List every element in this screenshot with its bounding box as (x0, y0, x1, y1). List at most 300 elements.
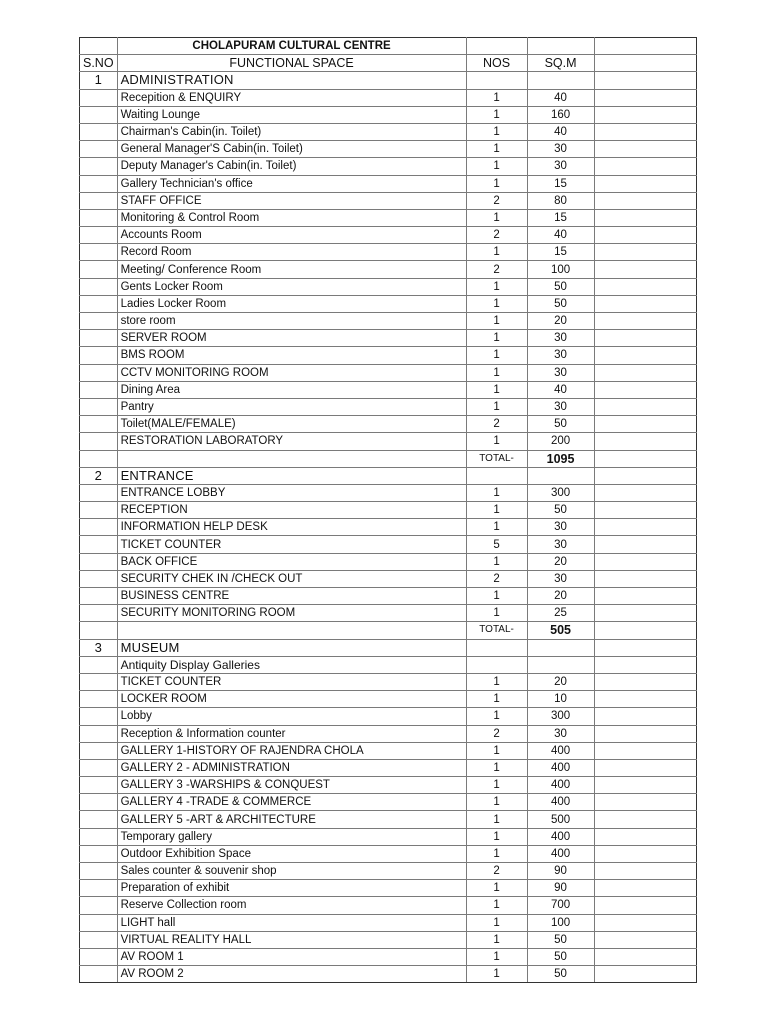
table-row (80, 502, 697, 519)
sqm-value: 30 (527, 398, 594, 415)
cell (594, 845, 696, 862)
cell (594, 381, 696, 398)
table-row (80, 794, 697, 811)
cell (594, 639, 696, 656)
cell (80, 261, 118, 278)
sqm-value: 90 (527, 863, 594, 880)
cell (80, 673, 118, 690)
sqm-value: 50 (527, 948, 594, 965)
sqm-value: 160 (527, 106, 594, 123)
functional-space-name: GALLERY 3 -WARSHIPS & CONQUEST (117, 777, 466, 794)
table-row (80, 227, 697, 244)
functional-space-name: Toilet(MALE/FEMALE) (117, 416, 466, 433)
cell (527, 467, 594, 484)
table-row (80, 931, 697, 948)
nos-value: 1 (466, 175, 527, 192)
functional-space-name: CCTV MONITORING ROOM (117, 364, 466, 381)
table-row (80, 278, 697, 295)
sqm-value: 25 (527, 605, 594, 622)
cell (594, 863, 696, 880)
table-row (80, 570, 697, 587)
nos-value: 2 (466, 725, 527, 742)
cell (80, 777, 118, 794)
title-row (80, 38, 697, 55)
total-row (80, 622, 697, 639)
cell (80, 313, 118, 330)
functional-space-name: Gallery Technician's office (117, 175, 466, 192)
table-row (80, 828, 697, 845)
table-row (80, 313, 697, 330)
cell (594, 828, 696, 845)
cell (80, 158, 118, 175)
cell (80, 450, 118, 467)
functional-space-name: Gents Locker Room (117, 278, 466, 295)
functional-space-name: Reception & Information counter (117, 725, 466, 742)
cell (594, 227, 696, 244)
cell (594, 123, 696, 140)
sqm-value: 40 (527, 227, 594, 244)
cell (594, 708, 696, 725)
section-row (80, 467, 697, 484)
cell (80, 347, 118, 364)
table-row (80, 691, 697, 708)
sqm-value: 50 (527, 502, 594, 519)
cell (80, 880, 118, 897)
nos-value: 2 (466, 192, 527, 209)
table-row (80, 897, 697, 914)
sqm-value: 100 (527, 261, 594, 278)
cell (594, 948, 696, 965)
functional-space-name: LIGHT hall (117, 914, 466, 931)
cell (594, 433, 696, 450)
sqm-value: 300 (527, 708, 594, 725)
table-row (80, 295, 697, 312)
functional-space-name: AV ROOM 2 (117, 966, 466, 983)
total-value: 505 (527, 622, 594, 639)
header-sqm: SQ.M (527, 55, 594, 72)
nos-value: 1 (466, 742, 527, 759)
nos-value: 1 (466, 158, 527, 175)
cell (594, 278, 696, 295)
cell (594, 72, 696, 89)
table-row (80, 416, 697, 433)
sqm-value: 40 (527, 123, 594, 140)
functional-space-name: BUSINESS CENTRE (117, 588, 466, 605)
table-row (80, 433, 697, 450)
functional-space-name: INFORMATION HELP DESK (117, 519, 466, 536)
sqm-value: 200 (527, 433, 594, 450)
nos-value: 2 (466, 227, 527, 244)
table-row (80, 364, 697, 381)
sqm-value: 50 (527, 931, 594, 948)
nos-value: 1 (466, 691, 527, 708)
functional-space-name: store room (117, 313, 466, 330)
section-name: ENTRANCE (117, 467, 466, 484)
table-row (80, 966, 697, 983)
table-row (80, 914, 697, 931)
cell (117, 622, 466, 639)
functional-space-name: Accounts Room (117, 227, 466, 244)
functional-space-name: Dining Area (117, 381, 466, 398)
table-row (80, 381, 697, 398)
sqm-value: 50 (527, 295, 594, 312)
cell (594, 89, 696, 106)
cell (594, 175, 696, 192)
cell (594, 330, 696, 347)
cell (527, 639, 594, 656)
table-row (80, 158, 697, 175)
cell (594, 794, 696, 811)
table-row (80, 948, 697, 965)
cell (594, 691, 696, 708)
cell (80, 433, 118, 450)
table-row (80, 175, 697, 192)
cell (80, 381, 118, 398)
sqm-value: 400 (527, 828, 594, 845)
cell (80, 966, 118, 983)
header-functional-space: FUNCTIONAL SPACE (117, 55, 466, 72)
nos-value: 1 (466, 948, 527, 965)
sqm-value: 40 (527, 381, 594, 398)
functional-space-name: GALLERY 1-HISTORY OF RAJENDRA CHOLA (117, 742, 466, 759)
nos-value: 1 (466, 433, 527, 450)
sqm-value: 400 (527, 845, 594, 862)
table-row (80, 398, 697, 415)
sqm-value: 20 (527, 313, 594, 330)
nos-value: 1 (466, 931, 527, 948)
table-row (80, 863, 697, 880)
cell (594, 398, 696, 415)
sqm-value: 30 (527, 158, 594, 175)
sqm-value: 10 (527, 691, 594, 708)
sqm-value: 40 (527, 89, 594, 106)
functional-space-name: Lobby (117, 708, 466, 725)
nos-value: 1 (466, 553, 527, 570)
nos-value: 1 (466, 880, 527, 897)
cell (527, 656, 594, 673)
header-nos: NOS (466, 55, 527, 72)
sqm-value: 80 (527, 192, 594, 209)
cell (80, 244, 118, 261)
table-row (80, 261, 697, 278)
nos-value: 2 (466, 261, 527, 278)
table-row (80, 536, 697, 553)
sqm-value: 500 (527, 811, 594, 828)
sqm-value: 50 (527, 416, 594, 433)
section-number: 1 (80, 72, 118, 89)
section-subheading: Antiquity Display Galleries (117, 656, 466, 673)
nos-value: 1 (466, 845, 527, 862)
nos-value: 1 (466, 914, 527, 931)
nos-value: 1 (466, 364, 527, 381)
sqm-value: 400 (527, 794, 594, 811)
cell (80, 364, 118, 381)
cell (466, 72, 527, 89)
sqm-value: 30 (527, 364, 594, 381)
functional-space-name: Pantry (117, 398, 466, 415)
functional-space-name: TICKET COUNTER (117, 673, 466, 690)
cell (80, 622, 118, 639)
nos-value: 1 (466, 330, 527, 347)
nos-value: 1 (466, 381, 527, 398)
cell (80, 656, 118, 673)
sqm-value: 15 (527, 209, 594, 226)
cell (466, 656, 527, 673)
nos-value: 1 (466, 897, 527, 914)
sheet-title: CHOLAPURAM CULTURAL CENTRE (117, 38, 466, 55)
table-row (80, 588, 697, 605)
cell (80, 691, 118, 708)
functional-space-name: Monitoring & Control Room (117, 209, 466, 226)
cell (594, 141, 696, 158)
table-row (80, 708, 697, 725)
sqm-value: 30 (527, 347, 594, 364)
functional-space-name: ENTRANCE LOBBY (117, 484, 466, 501)
cell (594, 914, 696, 931)
functional-space-name: Meeting/ Conference Room (117, 261, 466, 278)
functional-space-name: VIRTUAL REALITY HALL (117, 931, 466, 948)
table-row (80, 725, 697, 742)
section-row (80, 72, 697, 89)
cell (80, 742, 118, 759)
section-row (80, 639, 697, 656)
sqm-value: 300 (527, 484, 594, 501)
nos-value: 1 (466, 347, 527, 364)
total-label: TOTAL- (466, 622, 527, 639)
functional-space-name: GALLERY 2 - ADMINISTRATION (117, 759, 466, 776)
cell (594, 588, 696, 605)
cell (594, 759, 696, 776)
nos-value: 1 (466, 209, 527, 226)
cell (594, 244, 696, 261)
cell (594, 261, 696, 278)
total-row (80, 450, 697, 467)
cell (80, 794, 118, 811)
cell (80, 192, 118, 209)
cell (594, 347, 696, 364)
cell (594, 966, 696, 983)
sqm-value: 400 (527, 777, 594, 794)
table-row (80, 742, 697, 759)
nos-value: 1 (466, 123, 527, 140)
cell (594, 656, 696, 673)
cell (80, 106, 118, 123)
table-row (80, 759, 697, 776)
table-row (80, 244, 697, 261)
cell (527, 38, 594, 55)
functional-space-name: BMS ROOM (117, 347, 466, 364)
cell (80, 484, 118, 501)
cell (80, 519, 118, 536)
sqm-value: 90 (527, 880, 594, 897)
functional-space-name: TICKET COUNTER (117, 536, 466, 553)
table-row (80, 811, 697, 828)
nos-value: 1 (466, 794, 527, 811)
table-row (80, 880, 697, 897)
cell (594, 519, 696, 536)
total-label: TOTAL- (466, 450, 527, 467)
nos-value: 5 (466, 536, 527, 553)
functional-space-name: RECEPTION (117, 502, 466, 519)
sqm-value: 400 (527, 759, 594, 776)
table-row (80, 605, 697, 622)
table-row (80, 553, 697, 570)
sqm-value: 30 (527, 519, 594, 536)
total-value: 1095 (527, 450, 594, 467)
cell (594, 192, 696, 209)
cell (594, 880, 696, 897)
cell (594, 55, 696, 72)
cell (80, 295, 118, 312)
table-row (80, 192, 697, 209)
cell (594, 897, 696, 914)
sqm-value: 15 (527, 244, 594, 261)
functional-space-name: SECURITY MONITORING ROOM (117, 605, 466, 622)
functional-space-name: Sales counter & souvenir shop (117, 863, 466, 880)
functional-space-name: BACK OFFICE (117, 553, 466, 570)
functional-space-name: RESTORATION LABORATORY (117, 433, 466, 450)
sqm-value: 30 (527, 570, 594, 587)
cell (80, 502, 118, 519)
cell (466, 38, 527, 55)
cell (594, 295, 696, 312)
nos-value: 1 (466, 759, 527, 776)
cell (594, 777, 696, 794)
cell (80, 725, 118, 742)
nos-value: 1 (466, 141, 527, 158)
functional-space-name: SECURITY CHEK IN /CHECK OUT (117, 570, 466, 587)
table-row (80, 519, 697, 536)
table-row (80, 89, 697, 106)
nos-value: 1 (466, 106, 527, 123)
functional-space-name: Chairman's Cabin(in. Toilet) (117, 123, 466, 140)
cell (80, 811, 118, 828)
sqm-value: 15 (527, 175, 594, 192)
cell (594, 364, 696, 381)
cell (80, 141, 118, 158)
subheading-row (80, 656, 697, 673)
nos-value: 1 (466, 519, 527, 536)
cell (80, 759, 118, 776)
functional-space-name: STAFF OFFICE (117, 192, 466, 209)
table-body (80, 38, 697, 983)
nos-value: 1 (466, 502, 527, 519)
cell (594, 931, 696, 948)
functional-space-name: LOCKER ROOM (117, 691, 466, 708)
nos-value: 1 (466, 605, 527, 622)
cell (117, 450, 466, 467)
functional-space-name: Outdoor Exhibition Space (117, 845, 466, 862)
nos-value: 1 (466, 828, 527, 845)
cell (80, 38, 118, 55)
functional-space-name: GALLERY 4 -TRADE & COMMERCE (117, 794, 466, 811)
functional-space-name: General Manager'S Cabin(in. Toilet) (117, 141, 466, 158)
cell (594, 553, 696, 570)
cell (80, 553, 118, 570)
sqm-value: 50 (527, 966, 594, 983)
cell (80, 897, 118, 914)
nos-value: 1 (466, 673, 527, 690)
nos-value: 1 (466, 398, 527, 415)
nos-value: 1 (466, 588, 527, 605)
cell (80, 570, 118, 587)
cell (594, 313, 696, 330)
section-name: MUSEUM (117, 639, 466, 656)
cell (594, 416, 696, 433)
cell (594, 450, 696, 467)
table-row (80, 123, 697, 140)
cell (80, 708, 118, 725)
functional-space-name: Preparation of exhibit (117, 880, 466, 897)
table-row (80, 141, 697, 158)
cell (594, 811, 696, 828)
cell (594, 38, 696, 55)
functional-space-name: SERVER ROOM (117, 330, 466, 347)
cell (80, 227, 118, 244)
functional-space-name: Deputy Manager's Cabin(in. Toilet) (117, 158, 466, 175)
cell (80, 588, 118, 605)
cell (80, 914, 118, 931)
nos-value: 1 (466, 777, 527, 794)
nos-value: 2 (466, 416, 527, 433)
nos-value: 1 (466, 244, 527, 261)
sqm-value: 20 (527, 553, 594, 570)
cell (80, 123, 118, 140)
header-sno: S.NO (80, 55, 118, 72)
table-row (80, 845, 697, 862)
nos-value: 2 (466, 570, 527, 587)
functional-space-name: Ladies Locker Room (117, 295, 466, 312)
table-row (80, 673, 697, 690)
functional-space-name: AV ROOM 1 (117, 948, 466, 965)
cell (80, 845, 118, 862)
sqm-value: 30 (527, 141, 594, 158)
cell (594, 742, 696, 759)
nos-value: 1 (466, 708, 527, 725)
nos-value: 1 (466, 295, 527, 312)
cell (594, 536, 696, 553)
cell (80, 330, 118, 347)
nos-value: 2 (466, 863, 527, 880)
nos-value: 1 (466, 313, 527, 330)
cell (594, 725, 696, 742)
functional-space-name: Waiting Lounge (117, 106, 466, 123)
functional-space-name: GALLERY 5 -ART & ARCHITECTURE (117, 811, 466, 828)
header-row (80, 55, 697, 72)
nos-value: 1 (466, 811, 527, 828)
sqm-value: 100 (527, 914, 594, 931)
functional-space-name: Temporary gallery (117, 828, 466, 845)
cell (80, 536, 118, 553)
cell (80, 863, 118, 880)
functional-space-name: Reserve Collection room (117, 897, 466, 914)
cell (80, 828, 118, 845)
cell (594, 158, 696, 175)
cell (594, 106, 696, 123)
functional-space-table (79, 37, 697, 983)
sqm-value: 400 (527, 742, 594, 759)
table-row (80, 106, 697, 123)
nos-value: 1 (466, 278, 527, 295)
table-row (80, 484, 697, 501)
cell (466, 639, 527, 656)
cell (80, 175, 118, 192)
cell (594, 484, 696, 501)
cell (527, 72, 594, 89)
cell (80, 931, 118, 948)
functional-space-name: Record Room (117, 244, 466, 261)
section-name: ADMINISTRATION (117, 72, 466, 89)
